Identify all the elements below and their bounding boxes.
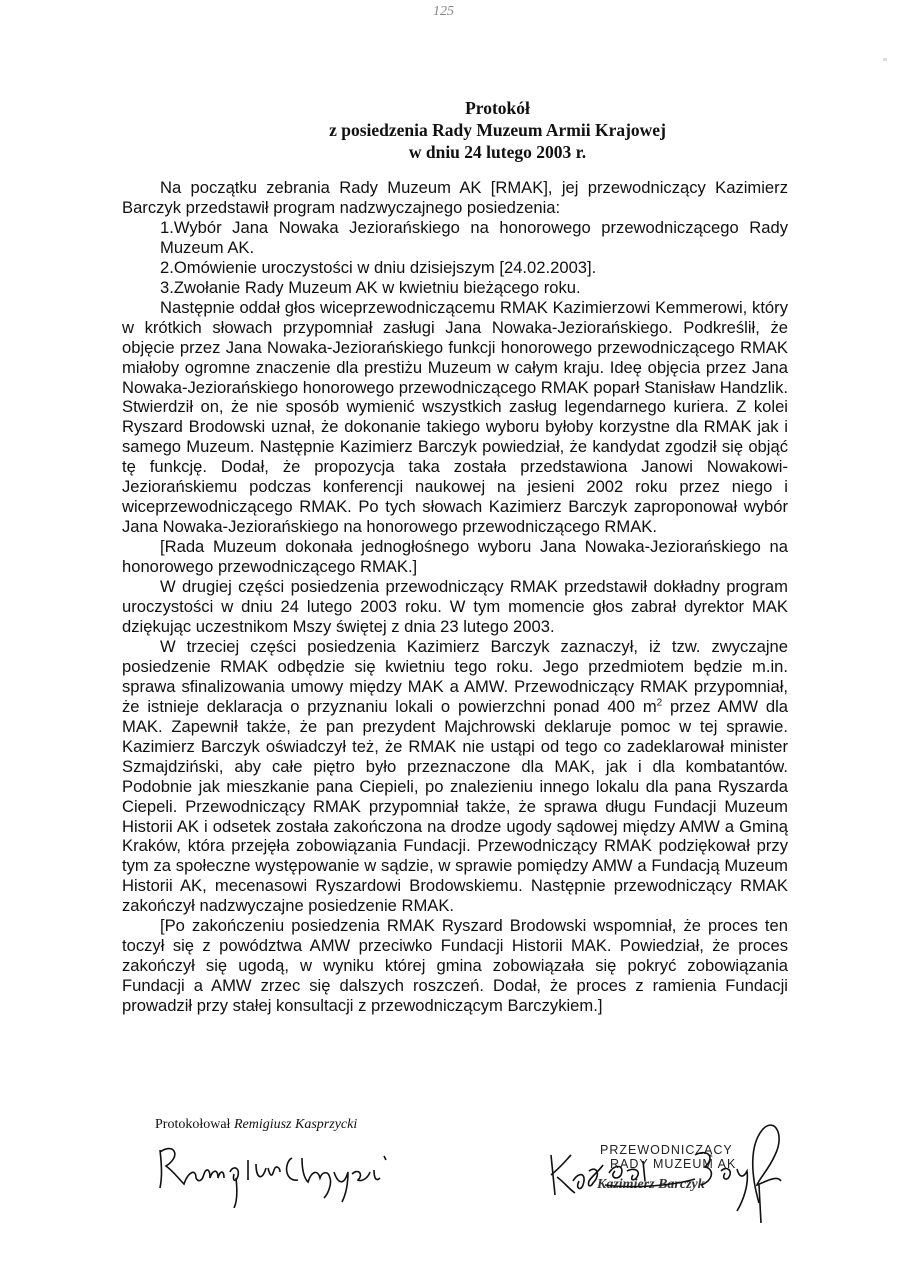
paragraph-after-meeting: [Po zakończeniu posiedzenia RMAK Ryszard Brodowski wspomniał, że proces ten toczył się z powództwa AMW przeciwko Fundacji Historii MAK. Powiedział, że proces zakończył się ugodą, w wyniku której gmina zobowiązała się pokryć zobowiązania Fundacji a AMW zrzec się dalszych roszczeń. Dodał, że proces z ramienia Fundacji prowadził przy stałej konsultacji z przewodniczącym Barczykiem.] (122, 916, 788, 1016)
recorded-by (155, 1117, 357, 1133)
superscript: 2 (656, 697, 663, 709)
scan-mark (883, 58, 887, 61)
stamp-line-1: PRZEWODNICZĄCY (600, 1143, 733, 1157)
recorded-by-label: Protokołował (155, 1117, 231, 1132)
chairman-stamp (545, 1115, 800, 1225)
paragraph-third-part (122, 637, 788, 916)
paragraph-third-part-b: przez AMW dla MAK. Zapewnił także, że pan prezydent Majchrowski deklaruje pomoc w tej sprawie. Kazimierz Barczyk oświadczył też, że RMAK nie ustąpi od tego co zadeklarował minister Szmajdziński, aby całe piętro było przeznaczone dla MAK, jak i dla kombatantów. Podobnie jak mieszkanie pana Ciepieli, po znalezieniu innego lokalu dla pana Ryszarda Ciepeli. Przewodniczący RMAK przypomniał także, że sprawa długu Fundacji Muzeum Historii AK i odsetek została zakończona na drodze ugody sądowej między AMW a Gminą Kraków, która przejęła zobowiązania Fundacji. Przewodniczący RMAK podziękował przy tym za społeczne występowanie w sądzie, w sprawie pomiędzy AMW a Fundacją Muzeum Historii AK, mecenasowi Ryszardowi Brodowskiemu. Następnie przewodniczący RMAK zakończył nadzwyczajne posiedzenie RMAK. (122, 696, 788, 916)
document-header (0, 97, 900, 163)
chairman-signature-icon (545, 1115, 800, 1225)
document-title: Protokół (465, 98, 530, 118)
paragraph-kemmer: Następnie oddał głos wiceprzewodniczącemu RMAK Kazimierzowi Kemmerowi, który w krótkich słowach przypomniał zasługi Jana Nowaka-Jeziorańskiego. Podkreślił, że objęcie przez Jana Nowaka-Jeziorańskiego funkcji honorowego przewodniczącego RMAK miałoby ogromne znaczenie dla prestiżu Muzeum w całym kraju. Ideę objęcia przez Jana Nowaka-Jeziorańskiego honorowego przewodniczącego RMAK poparł Stanisław Handzlik. Stwierdził on, że nie sposób wymienić wszystkich zasług legendarnego kuriera. Z kolei Ryszard Brodowski uznał, że dokonanie takiego wyboru byłoby korzystne dla RMAK jak i samego Muzeum. Następnie Kazimierz Barczyk powiedział, że kandydat zgodził się objąć tę funkcję. Dodał, że propozycja taka została przedstawiona Janowi Nowakowi-Jeziorańskiemu podczas konferencji naukowej na jesieni 2002 roku przez niego i wiceprzewodniczącego RMAK. Po tych słowach Kazimierz Barczyk zaproponował wybór Jana Nowaka-Jeziorańskiego na honorowego przewodniczącego RMAK. (122, 297, 788, 537)
recorder-signature-icon (152, 1138, 412, 1208)
page-number: 125 (433, 4, 454, 19)
agenda-item: 3.Zwołanie Rady Muzeum AK w kwietniu bieżącego roku. (160, 277, 581, 297)
stamp-line-2: RADY MUZEUM AK (610, 1157, 737, 1171)
stamp-name: Kazimierz Barczyk (597, 1177, 705, 1192)
paragraph-vote: [Rada Muzeum dokonała jednogłośnego wyboru Jana Nowaka-Jeziorańskiego na honorowego przewodniczącego RMAK.] (122, 537, 788, 577)
document-date: w dniu 24 lutego 2003 r. (408, 142, 587, 162)
paragraph-third-part-a: W trzeciej części posiedzenia Kazimierz Barczyk zaznaczył, iż tzw. zwyczajne posiedzenie RMAK odbędzie się kwietniu tego roku. Jego przedmiotem będzie m.in. sprawa sfinalizowania umowy między MAK a AMW. Przewodniczący RMAK przypomniał, że istnieje deklaracja o przyznaniu lokali o powierzchni ponad 400 m (122, 636, 788, 716)
intro-paragraph: Na początku zebrania Rady Muzeum AK [RMAK], jej przewodniczący Kazimierz Barczyk przedstawił program nadzwyczajnego posiedzenia: (122, 178, 788, 217)
agenda-item: 2.Omówienie uroczystości w dniu dzisiejszym [24.02.2003]. (160, 257, 597, 277)
agenda-item: 1.Wybór Jana Nowaka Jeziorańskiego na honorowego przewodniczącego Rady Muzeum AK. (160, 217, 788, 257)
paragraph-ceremony: W drugiej części posiedzenia przewodniczący RMAK przedstawił dokładny program uroczystości w dniu 24 lutego 2003 roku. W tym momencie głos zabrał dyrektor MAK dziękując uczestnikom Mszy świętej z dnia 23 lutego 2003. (122, 577, 788, 636)
document-subtitle: z posiedzenia Rady Muzeum Armii Krajowej (329, 120, 666, 140)
document-body (122, 178, 788, 1016)
recorded-by-name: Remigiusz Kasprzycki (233, 1117, 358, 1132)
